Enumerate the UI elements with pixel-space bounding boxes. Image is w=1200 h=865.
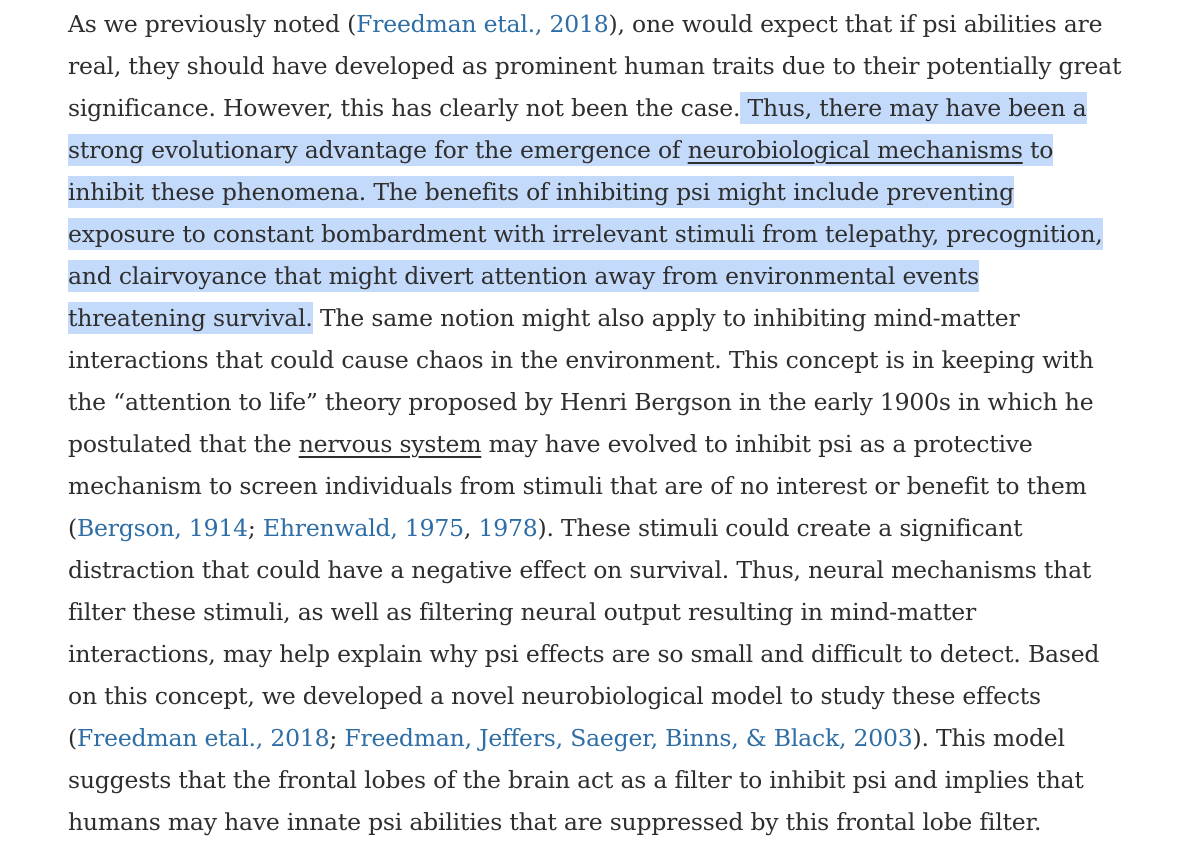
text-segment: interactions that could cause chaos in the environment. This concept is in keeping with <box>68 346 1094 374</box>
text-segment: on this concept, we developed a novel neurobiological model to study these effects <box>68 682 1041 710</box>
text-segment: The same notion might also apply to inhibiting mind-matter <box>312 304 1020 332</box>
text-segment: ; <box>329 724 345 752</box>
text-segment: ). These stimuli could create a significant <box>537 514 1023 542</box>
paragraph-line <box>68 46 1121 86</box>
paragraph-line <box>68 760 1084 800</box>
citation-link[interactable]: Freedman etal., 2018 <box>356 10 609 38</box>
paragraph-line <box>68 634 1099 674</box>
paragraph-line <box>68 298 1020 338</box>
paragraph-line <box>68 424 1033 464</box>
paragraph-line <box>68 592 976 632</box>
paragraph-line <box>68 802 1041 842</box>
paragraph-line <box>68 256 979 296</box>
text-segment: filter these stimuli, as well as filtering neural output resulting in mind-matter <box>68 598 977 626</box>
glossary-term-link[interactable]: nervous system <box>298 430 482 458</box>
paragraph-line <box>68 550 1091 590</box>
glossary-term-link[interactable]: neurobiological mechanisms <box>687 136 1023 164</box>
text-segment: suggests that the frontal lobes of the brain act as a filter to inhibit psi and implies that <box>68 766 1084 794</box>
citation-link[interactable]: Bergson, 1914 <box>76 514 248 542</box>
highlighted-text[interactable]: exposure to constant bombardment with irrelevant stimuli from telepathy, precognition, <box>68 220 1103 248</box>
text-segment: significance. However, this has clearly not been the case. <box>68 94 741 122</box>
text-segment: humans may have innate psi abilities that are suppressed by this frontal lobe filter. <box>68 808 1042 836</box>
highlighted-text[interactable]: threatening survival. <box>68 304 313 332</box>
citation-link[interactable]: Freedman, Jeffers, Saeger, Binns, & Black, 2003 <box>344 724 913 752</box>
text-segment: may have evolved to inhibit psi as a protective <box>481 430 1033 458</box>
highlighted-text[interactable]: inhibit these phenomena. The benefits of inhibiting psi might include preventing <box>68 178 1014 206</box>
highlighted-text[interactable]: Thus, there may have been a <box>740 94 1087 122</box>
text-segment: ). This model <box>912 724 1065 752</box>
highlighted-text[interactable]: and clairvoyance that might divert attention away from environmental events <box>68 262 979 290</box>
text-segment: ), one would expect that if psi abilities are <box>608 10 1103 38</box>
text-segment: , <box>463 514 479 542</box>
paragraph-line <box>68 466 1087 506</box>
text-segment: ( <box>68 514 77 542</box>
text-segment: mechanism to screen individuals from stimuli that are of no interest or benefit to them <box>68 472 1087 500</box>
text-segment: distraction that could have a negative effect on survival. Thus, neural mechanisms that <box>68 556 1092 584</box>
paragraph-line <box>68 718 1065 758</box>
text-segment: to <box>1022 136 1054 164</box>
text-segment: ; <box>247 514 263 542</box>
paragraph-line <box>68 214 1103 254</box>
text-segment: the “attention to life” theory proposed by Henri Bergson in the early 1900s in which he <box>68 388 1094 416</box>
paragraph-line <box>68 676 1041 716</box>
paragraph-line <box>68 130 1053 170</box>
paragraph-line <box>68 4 1102 44</box>
text-segment: strong evolutionary advantage for the emergence of <box>68 136 688 164</box>
text-segment: real, they should have developed as prominent human traits due to their potentially great <box>68 52 1122 80</box>
text-segment: interactions, may help explain why psi effects are so small and difficult to detect. Based <box>68 640 1100 668</box>
paragraph-line <box>68 172 1014 212</box>
paragraph-line <box>68 88 1087 128</box>
text-segment: ( <box>68 724 77 752</box>
citation-link[interactable]: 1978 <box>478 514 538 542</box>
paragraph-line <box>68 508 1022 548</box>
paragraph-line <box>68 340 1094 380</box>
text-segment: As we previously noted ( <box>68 10 357 38</box>
citation-link[interactable]: Freedman etal., 2018 <box>76 724 330 752</box>
paragraph-line <box>68 382 1093 422</box>
text-segment: postulated that the <box>68 430 299 458</box>
citation-link[interactable]: Ehrenwald, 1975 <box>262 514 464 542</box>
highlighted-text[interactable] <box>68 134 1053 166</box>
